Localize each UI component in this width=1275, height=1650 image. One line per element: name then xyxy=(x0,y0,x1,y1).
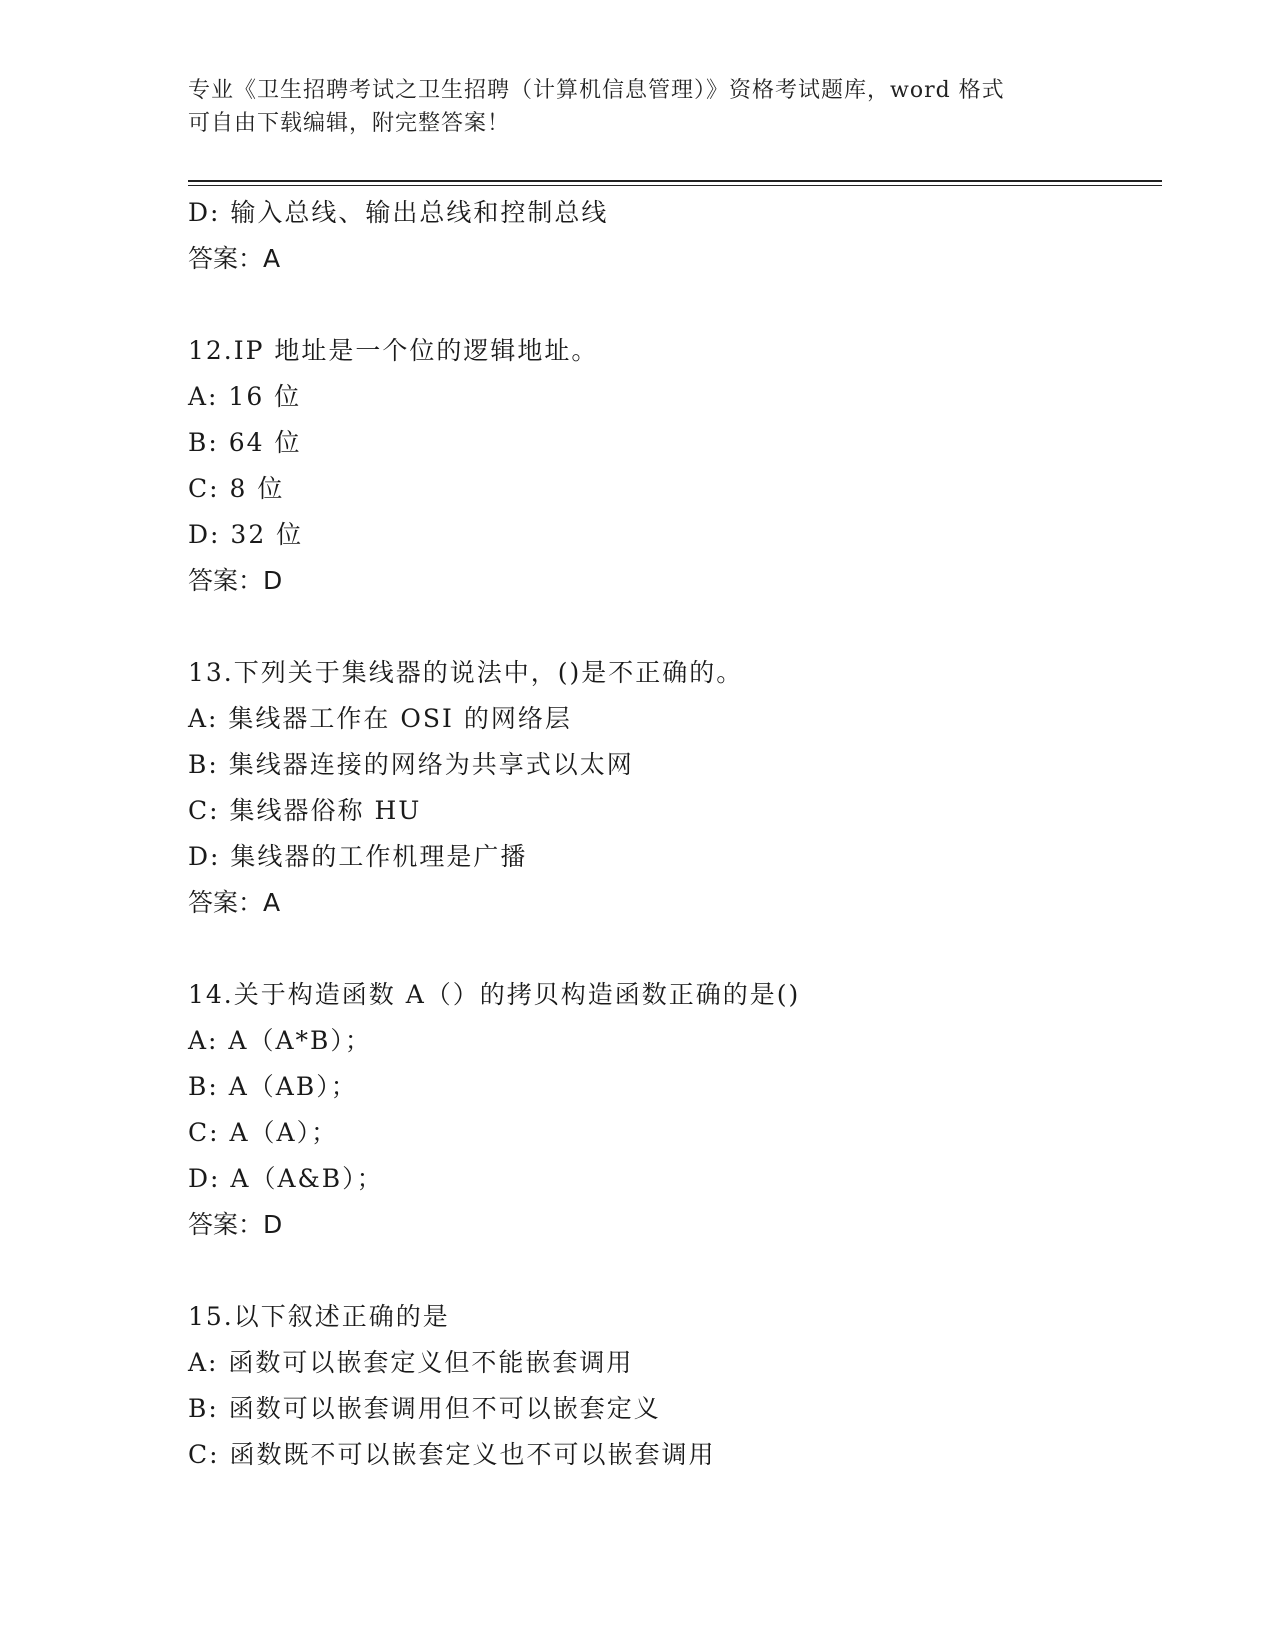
header-line-2: 可自由下载编辑，附完整答案！ xyxy=(188,111,511,136)
spacer xyxy=(188,926,1168,972)
answer-line: 答案：D xyxy=(188,566,283,595)
option-a: A: 函数可以嵌套定义但不能嵌套调用 xyxy=(188,1348,634,1377)
option-a: A: 集线器工作在 OSI 的网络层 xyxy=(188,704,572,733)
header-divider-thick xyxy=(188,180,1162,182)
header-divider-thin xyxy=(188,185,1162,186)
spacer xyxy=(188,282,1168,328)
answer-line: 答案：D xyxy=(188,1210,283,1239)
question-stem: 12.IP 地址是一个位的逻辑地址。 xyxy=(188,336,599,365)
option-d: D: 集线器的工作机理是广播 xyxy=(188,842,528,871)
question-list xyxy=(188,190,1168,1478)
question-12 xyxy=(188,328,1168,604)
option-c: C: A（A）； xyxy=(188,1118,339,1147)
option-d: D: 输入总线、输出总线和控制总线 xyxy=(188,198,609,227)
answer-line: 答案：A xyxy=(188,244,281,273)
option-b: B: A（AB）； xyxy=(188,1072,358,1101)
question-14 xyxy=(188,972,1168,1248)
question-stem: 14.关于构造函数 A（）的拷贝构造函数正确的是() xyxy=(188,980,801,1009)
option-b: B: 函数可以嵌套调用但不可以嵌套定义 xyxy=(188,1394,661,1423)
question-11 xyxy=(188,190,1168,282)
question-13 xyxy=(188,650,1168,926)
option-d: D: 32 位 xyxy=(188,520,304,549)
spacer xyxy=(188,1248,1168,1294)
document-header xyxy=(188,74,1088,140)
option-d: D: A（A&B）； xyxy=(188,1164,384,1193)
option-a: A: A（A*B）； xyxy=(188,1026,372,1055)
question-stem: 15.以下叙述正确的是 xyxy=(188,1302,450,1331)
option-c: C: 8 位 xyxy=(188,474,285,503)
option-b: B: 集线器连接的网络为共享式以太网 xyxy=(188,750,634,779)
option-c: C: 集线器俗称 HU xyxy=(188,796,422,825)
question-stem: 13.下列关于集线器的说法中，()是不正确的。 xyxy=(188,658,744,687)
option-b: B: 64 位 xyxy=(188,428,302,457)
spacer xyxy=(188,604,1168,650)
question-15 xyxy=(188,1294,1168,1478)
option-c: C: 函数既不可以嵌套定义也不可以嵌套调用 xyxy=(188,1440,716,1469)
answer-line: 答案：A xyxy=(188,888,281,917)
header-line-1: 专业《卫生招聘考试之卫生招聘（计算机信息管理）》资格考试题库，word 格式 xyxy=(188,78,1005,103)
option-a: A: 16 位 xyxy=(188,382,302,411)
